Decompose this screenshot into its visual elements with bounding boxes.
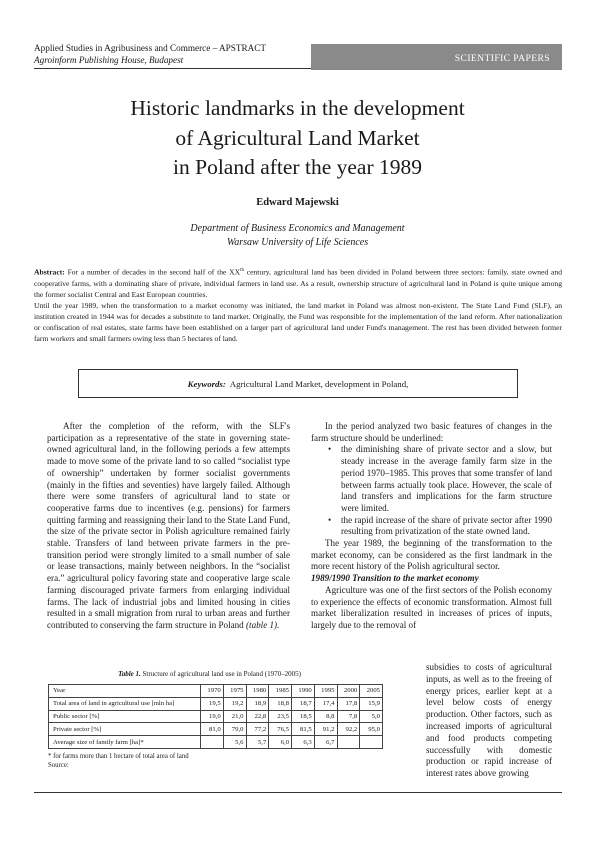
table-cell: 17,4	[314, 697, 337, 710]
table-cell	[360, 736, 383, 749]
table-cell: 5,7	[246, 736, 269, 749]
table-cell: 22,8	[246, 710, 269, 723]
bullet-icon: •	[328, 514, 332, 525]
table-header-cell: 2000	[337, 685, 360, 698]
keywords-label: Keywords:	[187, 379, 226, 389]
table-cell: 76,5	[269, 723, 292, 736]
table-header-cell: 1995	[314, 685, 337, 698]
table-cell: 81,0	[201, 723, 224, 736]
abstract-paragraph-1: Abstract: For a number of decades in the second half of the XXth century, agricultural land has been divided in Poland between three sectors: family, state owned and cooperative farms, with a dominating share of private, individual farmers in land use. As a result, ownership structure of agricultural land in Poland is quite unique among the former socialist Central and East European countries.	[34, 267, 562, 299]
table-source: Source:	[48, 762, 69, 769]
table-cell: 6,0	[269, 736, 292, 749]
table-cell: 6,3	[292, 736, 315, 749]
table-cell: 5,0	[360, 710, 383, 723]
table-cell: 79,0	[223, 723, 246, 736]
table-cell: 18,9	[246, 697, 269, 710]
section-banner	[311, 44, 562, 70]
body-paragraph: After the completion of the reform, with the SLF's participation as a representative of the state in governing state-owned agricultural land, in the following periods a few attempts made to move some of the private land to so called “socialist type of ownership” undertaken by former socialist governments (mainly in the fifties and seventies) have largely failed. Although there were some transfers of agricultural land to state or cooperative farms due to incentives (e.g. pensions) for farmers quitting farming and reassigning their land to the State Land Fund, the size of the private sector in Polish agriculture remained fairly stable. Transfers of land between private farmers in the pre-transition period were strongly limited to a small number of sale or lease transactions, mainly between neighbors. In the “socialist era.” agricultural policy favoring state and cooperative large scale farming discouraged private farmers from enlarging individual farms. The lack of industrial jobs and limited housing in cities resulted in a small migration from rural to urban areas and further contributed to conserving the farm structure in Poland (table 1).	[47, 421, 290, 630]
table-row	[49, 723, 383, 736]
table-cell: 77,2	[246, 723, 269, 736]
table-cell: 18,8	[269, 697, 292, 710]
table-cell: 5,6	[223, 736, 246, 749]
body-paragraph: The year 1989, the beginning of the transformation to the market economy, can be considered as the first landmark in the more recent history of the Polish agricultural sector.	[311, 538, 552, 572]
table-header-cell: 2005	[360, 685, 383, 698]
keywords-text: Agricultural Land Market, development in Poland,	[229, 379, 409, 389]
section-heading: 1989/1990 Transition to the market economy	[311, 573, 479, 584]
table-header-cell: 1985	[269, 685, 292, 698]
table-header-cell: 1980	[246, 685, 269, 698]
abstract	[34, 265, 562, 344]
table-cell: 19,0	[201, 710, 224, 723]
left-column	[47, 421, 290, 632]
table-cell: 15,9	[360, 697, 383, 710]
table-header-cell: 1975	[223, 685, 246, 698]
table-cell: Total area of land in agricultural use [mln ha]	[49, 697, 201, 710]
table-cell: Average size of family farm [ha]*	[49, 736, 201, 749]
table-cell: 92,2	[337, 723, 360, 736]
author-affiliation: Department of Business Economics and Management Warsaw University of Life Sciences	[190, 223, 405, 248]
table-cell: 18,5	[292, 710, 315, 723]
body-paragraph: Agriculture was one of the first sectors of the Polish economy to experience the effects of economic transformation. Almost full market liberalization resulted in increases of prices of inputs, largely due to the removal of	[311, 584, 552, 630]
table-reference: (table 1).	[246, 619, 280, 630]
abstract-label: Abstract:	[34, 267, 65, 277]
table-row	[49, 697, 383, 710]
table-cell: 6,7	[314, 736, 337, 749]
running-header	[34, 42, 266, 66]
table-cell: 18,7	[292, 697, 315, 710]
table-cell: 23,5	[269, 710, 292, 723]
section-label: SCIENTIFIC PAPERS	[454, 53, 550, 64]
journal-name: Applied Studies in Agribusiness and Commerce – APSTRACT	[34, 43, 266, 53]
table-cell: 91,2	[314, 723, 337, 736]
table-cell	[337, 736, 360, 749]
body-paragraph: In the period analyzed two basic features of changes in the farm structure should be underlined:	[311, 421, 552, 443]
table-header-cell: 1990	[292, 685, 315, 698]
table-footnote: * for farms more than 1 hectare of total area of land	[48, 753, 189, 760]
bullet-list	[311, 444, 552, 538]
abstract-paragraph-2: Until the year 1989, when the transformation to a market economy was initiated, the land market in Poland was almost non-existent. The State Land Fund (SLF), an institution created in 1944 was for decades a substitute to land market. Originally, the Fund was responsible for the implementation of the land reform. After nationalization or confiscation of real estates, state farms have been established on a larger part of agricultural land under Fund's management. The rest has been divided between former farm workers and small farmers owing less than 5 hectares of land.	[34, 300, 562, 343]
table-cell: 8,8	[314, 710, 337, 723]
table-cell: 7,8	[337, 710, 360, 723]
land-use-table	[48, 684, 383, 749]
table-cell: 21,0	[223, 710, 246, 723]
footer-divider	[34, 792, 562, 793]
keywords-box	[78, 369, 518, 398]
table-header-row	[49, 685, 383, 698]
table-cell	[201, 736, 224, 749]
table-header-cell: Year	[49, 685, 201, 698]
table-cell: Private sector [%]	[49, 723, 201, 736]
table-notes	[48, 752, 189, 770]
table-row	[49, 710, 383, 723]
header-divider	[34, 68, 311, 69]
table-cell: 17,8	[337, 697, 360, 710]
table-cell: 95,0	[360, 723, 383, 736]
article-title: Historic landmarks in the development of Agricultural Land Market in Poland after the year 1989	[130, 96, 465, 179]
table-cell: Public sector [%]	[49, 710, 201, 723]
list-item: • the rapid increase of the share of private sector after 1990 resulting from privatization of the state owned land.	[328, 514, 552, 537]
author-name: Edward Majewski	[256, 197, 339, 208]
body-paragraph-continued: subsidies to costs of agricultural inputs, as well as to the freeing of energy prices, earlier kept at a level below costs of energy production. Other factors, such as increased imports of agricultural and food products competing successfully with domestic production or rapid increase of interest rates above growing	[426, 662, 552, 779]
right-column	[311, 421, 552, 632]
table-header-cell: 1970	[201, 685, 224, 698]
list-item: • the diminishing share of private sector and a slow, but steady increase in the average family farm size in the period 1970–1985. This proves that some transfer of land between farms actually took place. However, the scale of land transfers and implications for the farm structure were limited.	[328, 444, 552, 513]
table-caption: Table 1. Structure of agricultural land use in Poland (1970–2005)	[118, 670, 301, 678]
table-cell: 19,5	[201, 697, 224, 710]
publisher-name: Agroinform Publishing House, Budapest	[34, 55, 184, 65]
table-cell: 81,5	[292, 723, 315, 736]
table-row	[49, 736, 383, 749]
table-cell: 19,2	[223, 697, 246, 710]
bullet-icon: •	[328, 444, 332, 455]
